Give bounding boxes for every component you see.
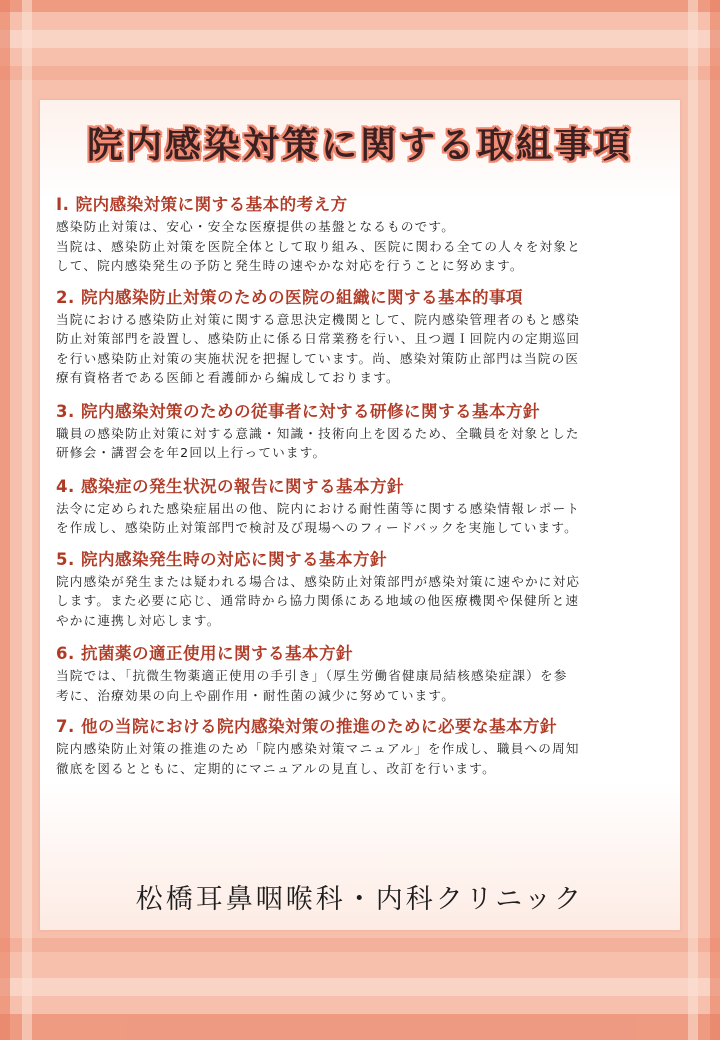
section-text-line: 院内感染が発生または疑われる場合は、感染防止対策部門が感染対策に速やかに対応 xyxy=(56,573,581,589)
section-text-line: 考に、治療効果の向上や副作用・耐性菌の減少に努めています。 xyxy=(56,687,456,703)
section-heading: 6. 抗菌薬の適正使用に関する基本方針 xyxy=(56,644,353,663)
section-2 xyxy=(56,286,668,388)
section-3 xyxy=(56,400,668,463)
section-heading: 7. 他の当院における院内感染対策の推進のために必要な基本方針 xyxy=(56,717,557,736)
section-text-line: 感染防止対策は、安心・安全な医療提供の基盤となるものです。 xyxy=(56,219,456,234)
section-text-line: 当院における感染防止対策に関する意思決定機関として、院内感染管理者のもと感染 xyxy=(56,311,580,327)
frame-stripe xyxy=(0,30,720,48)
section-5 xyxy=(56,548,668,631)
section-text-line: やかに連携し対応します。 xyxy=(56,612,221,628)
frame-stripe xyxy=(710,0,720,1040)
section-text-line: 職員の感染防止対策に対する意識・知識・技術向上を図るため、全職員を対象とした xyxy=(56,425,580,441)
clinic-name: 松橋耳鼻咽喉科・内科クリニック xyxy=(135,884,585,915)
section-heading: 3. 院内感染対策のための従事者に対する研修に関する基本方針 xyxy=(56,401,540,421)
section-text-line: 徹底を図るとともに、定期的にマニュアルの見直し、改訂を行います。 xyxy=(56,760,496,776)
section-heading: 5. 院内感染発生時の対応に関する基本方針 xyxy=(56,549,387,569)
section-text-line: して、院内感染発生の予防と発生時の速やかな対応を行うことに努めます。 xyxy=(56,258,524,273)
section-1 xyxy=(56,193,668,276)
frame-stripe xyxy=(0,938,720,952)
frame-stripe xyxy=(0,1014,720,1040)
section-text-line: 研修会・講習会を年2回以上行っています。 xyxy=(56,445,327,460)
section-text-line: します。また必要に応じ、通常時から協力関係にある地域の他医療機関や保健所と速 xyxy=(56,593,580,608)
section-heading: 4. 感染症の発生状況の報告に関する基本方針 xyxy=(56,476,404,496)
frame-stripe xyxy=(688,0,698,1040)
section-text-line: 当院では、「抗微生物薬適正使用の手引き」（厚生労働省健康局結核感染症課）を参 xyxy=(56,668,568,683)
section-text-line: 法令に定められた感染症届出の他、院内における耐性菌等に関する感染情報レポート xyxy=(56,500,581,516)
page-title: 院内感染対策に関する取組事項 xyxy=(86,125,633,166)
sections-container xyxy=(56,193,668,778)
section-text-line: 防止対策部門を設置し、感染防止に係る日常業務を行い、且つ週Ｉ回院内の定期巡回 xyxy=(56,331,581,346)
section-text-line: を行い感染防止対策の実施状況を把握しています。尚、感染対策防止部門は当院の医 xyxy=(56,350,580,366)
section-text-line: 当院は、感染防止対策を医院全体として取り組み、医院に関わる全ての人々を対象と xyxy=(56,238,581,254)
section-4 xyxy=(56,475,668,538)
section-6 xyxy=(56,642,668,705)
section-heading: 2. 院内感染防止対策のための医院の組織に関する基本的事項 xyxy=(56,287,523,307)
frame-stripe xyxy=(0,66,720,80)
section-heading: Ⅰ. 院内感染対策に関する基本的考え方 xyxy=(56,195,348,214)
frame-stripe xyxy=(0,0,720,12)
section-7 xyxy=(56,715,668,778)
section-text-line: 院内感染防止対策の推進のため「院内感染対策マニュアル」を作成し、職員への周知 xyxy=(56,741,580,756)
section-text-line: 療有資格者である医師と看護師から編成しております。 xyxy=(56,370,400,385)
frame-stripe xyxy=(0,0,10,1040)
frame-stripe xyxy=(0,978,720,996)
frame-stripe xyxy=(22,0,32,1040)
section-text-line: を作成し、感染防止対策部門で検討及び現場へのフィードバックを実施しています。 xyxy=(56,520,578,535)
